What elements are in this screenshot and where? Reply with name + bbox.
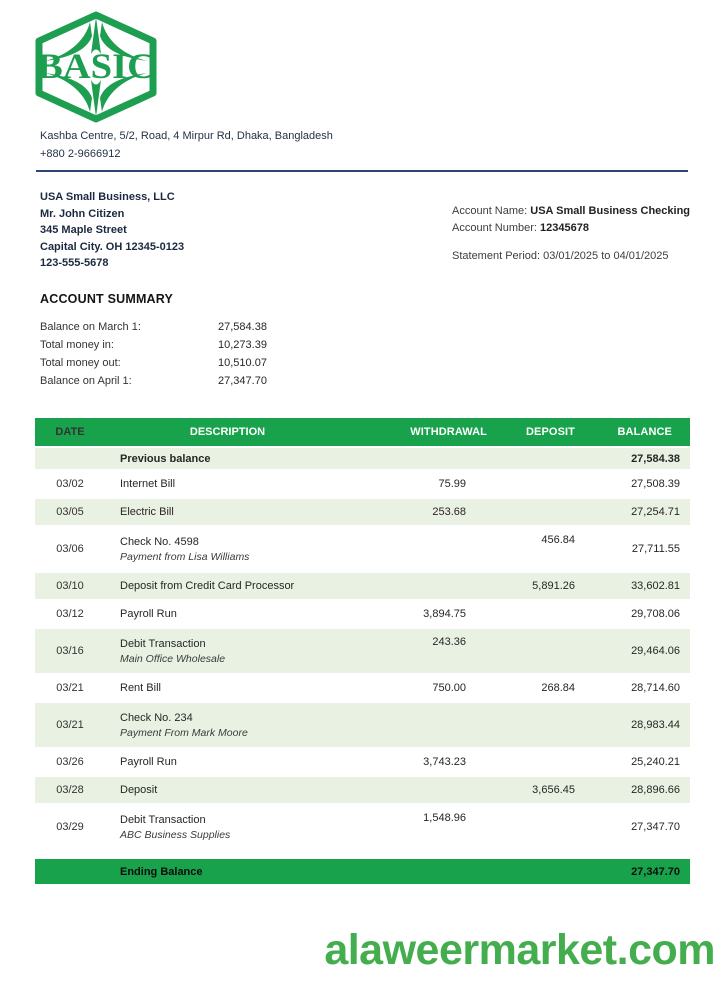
transaction-description (105, 629, 335, 673)
table-row (35, 675, 690, 703)
withdrawal-amount (335, 573, 490, 599)
summary-value: 27,584.38 (218, 321, 267, 333)
balance-amount: 28,896.66 (631, 784, 680, 796)
bank-logo-text: BASIC (37, 46, 155, 86)
ending-balance-amount: 27,347.70 (631, 865, 680, 878)
deposit-amount: 456.84 (541, 534, 575, 546)
transaction-note: Payment from Lisa Williams (120, 550, 250, 563)
table-row (35, 527, 690, 573)
withdrawal-amount: 3,894.75 (423, 608, 466, 620)
withdrawal-amount (335, 777, 490, 803)
table-row (35, 805, 690, 851)
summary-label: Balance on March 1: (40, 321, 141, 333)
table-row (35, 573, 690, 601)
balance-amount: 27,508.39 (631, 478, 680, 490)
summary-row (40, 372, 267, 390)
table-row (35, 629, 690, 675)
account-number-row (452, 220, 690, 237)
account-summary (40, 318, 267, 390)
summary-row (40, 318, 267, 336)
transaction-title: Payroll Run (120, 608, 177, 620)
previous-balance-amount: 27,584.38 (631, 452, 680, 465)
header-divider (36, 170, 688, 172)
transaction-title: Electric Bill (120, 506, 174, 518)
customer-company: USA Small Business, LLC (40, 191, 175, 203)
deposit-amount (490, 703, 575, 747)
transaction-title: Check No. 4598 (120, 535, 199, 548)
deposit-amount (490, 471, 575, 497)
transaction-title: Deposit (120, 784, 158, 796)
transaction-description (105, 805, 335, 849)
deposit-amount (490, 601, 575, 627)
transaction-rows (35, 471, 690, 851)
transaction-date: 03/28 (56, 784, 84, 796)
table-row (35, 601, 690, 629)
summary-value: 10,273.39 (218, 339, 267, 351)
deposit-amount (490, 629, 575, 673)
summary-value: 27,347.70 (218, 375, 267, 387)
transaction-date: 03/05 (56, 506, 84, 518)
transaction-date: 03/12 (56, 608, 84, 620)
watermark-text: alaweermarket.com (324, 926, 715, 974)
transaction-description (105, 601, 335, 627)
transaction-date: 03/02 (56, 478, 84, 490)
account-meta-block (452, 203, 690, 265)
balance-amount: 27,254.71 (631, 506, 680, 518)
transaction-title: Internet Bill (120, 478, 176, 490)
customer-street: 345 Maple Street (40, 224, 127, 236)
table-row (35, 777, 690, 805)
table-header-row (35, 418, 690, 448)
summary-label: Balance on April 1: (40, 375, 132, 387)
header-balance: BALANCE (617, 426, 672, 438)
ending-balance-label: Ending Balance (120, 865, 203, 878)
transaction-date: 03/10 (56, 580, 84, 592)
transaction-title: Payroll Run (120, 756, 177, 768)
withdrawal-amount: 253.68 (432, 506, 466, 518)
transaction-title: Check No. 234 (120, 711, 193, 724)
deposit-amount (490, 749, 575, 775)
summary-label: Total money out: (40, 357, 121, 369)
deposit-amount (490, 499, 575, 525)
statement-period-label: Statement Period: (452, 250, 544, 262)
bank-logo-icon (30, 10, 162, 124)
balance-amount: 27,711.55 (631, 543, 680, 555)
account-name-row (452, 203, 690, 220)
transaction-date: 03/21 (56, 719, 84, 731)
withdrawal-amount: 750.00 (432, 682, 466, 694)
transaction-description (105, 573, 335, 599)
balance-amount: 27,347.70 (631, 821, 680, 833)
account-summary-title: ACCOUNT SUMMARY (40, 292, 174, 306)
customer-address-block (40, 189, 184, 272)
customer-city: Capital City. OH 12345-0123 (40, 240, 185, 253)
table-row (35, 749, 690, 777)
transaction-note: ABC Business Supplies (120, 828, 231, 841)
table-row (35, 471, 690, 499)
bank-phone: +880 2-9666912 (40, 148, 121, 160)
account-number-label: Account Number: (452, 222, 541, 234)
deposit-amount (490, 805, 575, 849)
balance-amount: 25,240.21 (631, 756, 680, 768)
deposit-amount: 268.84 (541, 682, 575, 694)
transaction-note: Main Office Wholesale (120, 652, 226, 665)
transaction-title: Debit Transaction (120, 813, 206, 826)
summary-label: Total money in: (40, 339, 114, 351)
previous-balance-label: Previous balance (120, 452, 211, 465)
transaction-description (105, 703, 335, 747)
summary-value: 10,510.07 (218, 357, 267, 369)
balance-amount: 29,708.06 (631, 608, 680, 620)
deposit-amount: 3,656.45 (532, 784, 575, 796)
header-withdrawal: WITHDRAWAL (410, 426, 487, 438)
transaction-description (105, 471, 335, 497)
account-number-value: 12345678 (540, 222, 589, 234)
transaction-title: Rent Bill (120, 682, 161, 694)
customer-name: Mr. John Citizen (40, 207, 125, 220)
transaction-description (105, 749, 335, 775)
ending-balance-row (35, 859, 690, 886)
summary-row (40, 354, 267, 372)
transaction-date: 03/06 (56, 543, 84, 555)
bank-address-line: Kashba Centre, 5/2, Road, 4 Mirpur Rd, Dhaka, Bangladesh (40, 130, 333, 142)
previous-balance-row (35, 448, 690, 471)
transaction-note: Payment From Mark Moore (120, 726, 248, 739)
withdrawal-amount: 243.36 (432, 636, 466, 648)
statement-period-row (452, 248, 690, 265)
transaction-title: Debit Transaction (120, 637, 206, 650)
transactions-table (35, 418, 690, 886)
balance-amount: 28,983.44 (631, 719, 680, 731)
transaction-date (35, 448, 105, 469)
bank-address (40, 127, 333, 163)
transaction-date: 03/21 (56, 682, 84, 694)
withdrawal-amount: 75.99 (438, 478, 466, 490)
account-name-label: Account Name: (452, 205, 531, 217)
balance-amount: 29,464.06 (631, 645, 680, 657)
transaction-date: 03/26 (56, 756, 84, 768)
header-deposit: DEPOSIT (526, 426, 575, 438)
balance-amount: 33,602.81 (631, 580, 680, 592)
withdrawal-amount (335, 703, 490, 747)
transaction-description (105, 777, 335, 803)
header-description: DESCRIPTION (189, 426, 266, 438)
deposit-amount: 5,891.26 (532, 580, 575, 592)
transaction-description (105, 675, 335, 701)
table-row (35, 703, 690, 749)
transaction-description (105, 499, 335, 525)
withdrawal-amount: 3,743.23 (423, 756, 466, 768)
account-name-value: USA Small Business Checking (530, 205, 691, 217)
transaction-date: 03/29 (56, 821, 84, 833)
summary-row (40, 336, 267, 354)
statement-period-value: 03/01/2025 to 04/01/2025 (543, 250, 669, 262)
customer-phone: 123-555-5678 (40, 257, 109, 269)
withdrawal-amount: 1,548.96 (423, 812, 466, 824)
withdrawal-amount (335, 527, 490, 571)
bank-logo (30, 10, 162, 124)
transaction-description (105, 527, 335, 571)
header-date: DATE (55, 426, 85, 438)
transaction-title: Deposit from Credit Card Processor (120, 580, 295, 592)
transaction-date: 03/16 (56, 645, 84, 657)
balance-amount: 28,714.60 (631, 682, 680, 694)
table-row (35, 499, 690, 527)
